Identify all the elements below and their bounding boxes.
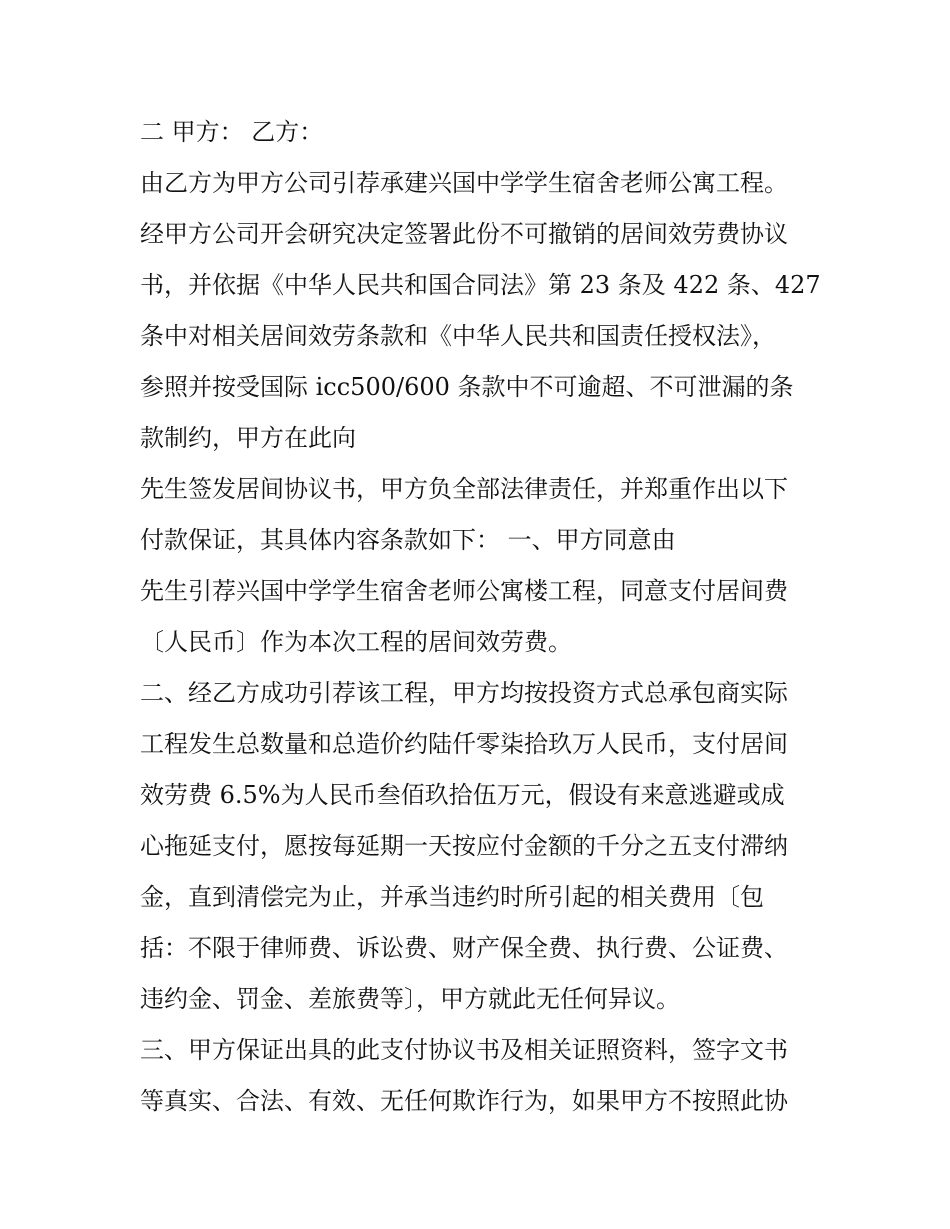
text-line: 等真实、合法、有效、无任何欺诈行为，如果甲方不按照此协 (140, 1087, 788, 1115)
clause-two-line: 二、经乙方成功引荐该工程，甲方均按投资方式总承包商实际 (140, 679, 788, 707)
text-line: 效劳费 6.5%为人民币叁佰玖拾伍万元，假设有来意逃避或成 (140, 781, 785, 809)
text-line: 违约金、罚金、差旅费等〕，甲方就此无任何异议。 (140, 985, 680, 1013)
text-line: 经甲方公司开会研究决定签署此份不可撤销的居间效劳费协议 (140, 220, 788, 248)
text-line: 书，并依据《中华人民共和国合同法》第 23 条及 422 条、427 (140, 271, 821, 299)
text-line: 心拖延支付，愿按每延期一天按应付金额的千分之五支付滞纳 (140, 832, 788, 860)
agreement-body-text (140, 107, 820, 1127)
text-line: 括：不限于律师费、诉讼费、财产保全费、执行费、公证费、 (140, 934, 788, 962)
text-line: 先生签发居间协议书，甲方负全部法律责任，并郑重作出以下 (140, 475, 788, 503)
text-line: 工程发生总数量和总造价约陆仟零柒拾玖万人民币，支付居间 (140, 730, 788, 758)
text-line: 先生引荐兴国中学学生宿舍老师公寓楼工程，同意支付居间费 (140, 577, 788, 605)
text-line: 付款保证，其具体内容条款如下： 一、甲方同意由 (140, 526, 676, 554)
text-line: 参照并按受国际 icc500/600 条款中不可逾超、不可泄漏的条 (140, 373, 794, 401)
text-line: 由乙方为甲方公司引荐承建兴国中学学生宿舍老师公寓工程。 (140, 169, 788, 197)
text-line: 条中对相关居间效劳条款和《中华人民共和国责任授权法》， (140, 322, 776, 350)
clause-three-line: 三、甲方保证出具的此支付协议书及相关证照资料，签字文书 (140, 1036, 788, 1064)
text-line: 款制约，甲方在此向 (140, 424, 356, 452)
text-line: 〔人民币〕作为本次工程的居间效劳费。 (140, 628, 572, 656)
party-line: 二 甲方： 乙方： (140, 118, 324, 146)
text-line: 金，直到清偿完为止，并承当违约时所引起的相关费用〔包 (140, 883, 764, 911)
